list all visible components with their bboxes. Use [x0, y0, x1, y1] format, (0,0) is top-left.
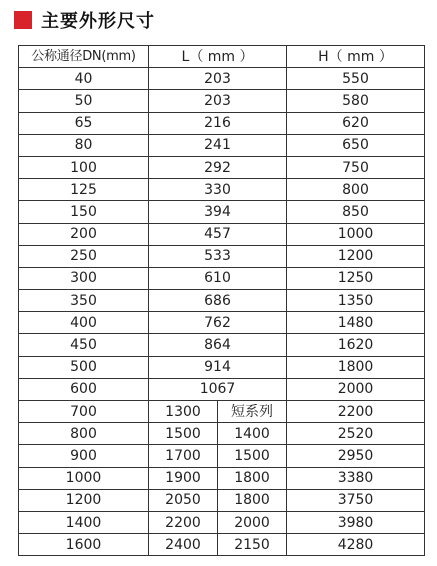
table-row	[19, 290, 425, 312]
l-long-cell: 1700	[149, 445, 218, 467]
section-header	[14, 7, 155, 33]
l-cell: 203	[149, 68, 287, 90]
dn-cell: 450	[19, 334, 149, 356]
header-l: L（ mm ）	[149, 46, 287, 68]
h-cell: 800	[287, 179, 425, 201]
l-cell: 457	[149, 223, 287, 245]
l-cell: 292	[149, 156, 287, 178]
table-row	[19, 356, 425, 378]
dn-cell: 125	[19, 179, 149, 201]
l-long-cell: 1500	[149, 423, 218, 445]
h-cell: 1200	[287, 245, 425, 267]
dn-cell: 50	[19, 90, 149, 112]
h-cell: 2520	[287, 423, 425, 445]
l-short-cell: 2000	[218, 511, 287, 533]
dn-cell: 400	[19, 312, 149, 334]
dn-cell: 40	[19, 68, 149, 90]
dn-cell: 1200	[19, 489, 149, 511]
h-cell: 2200	[287, 401, 425, 423]
l-cell: 330	[149, 179, 287, 201]
dn-cell: 100	[19, 156, 149, 178]
l-short-cell: 1800	[218, 467, 287, 489]
l-short-cell: 2150	[218, 534, 287, 556]
h-cell: 850	[287, 201, 425, 223]
table-row	[19, 489, 425, 511]
table-row	[19, 534, 425, 556]
h-cell: 620	[287, 112, 425, 134]
dn-cell: 350	[19, 290, 149, 312]
h-cell: 750	[287, 156, 425, 178]
table-row	[19, 223, 425, 245]
h-cell: 1800	[287, 356, 425, 378]
dn-cell: 600	[19, 378, 149, 400]
dn-cell: 300	[19, 267, 149, 289]
l-cell: 533	[149, 245, 287, 267]
table-row	[19, 90, 425, 112]
red-square-icon	[14, 11, 32, 29]
h-cell: 580	[287, 90, 425, 112]
l-long-cell: 1900	[149, 467, 218, 489]
table-row	[19, 511, 425, 533]
l-cell: 864	[149, 334, 287, 356]
h-cell: 1350	[287, 290, 425, 312]
table-row	[19, 68, 425, 90]
table-row	[19, 423, 425, 445]
dn-cell: 1000	[19, 467, 149, 489]
h-cell: 3750	[287, 489, 425, 511]
table-row	[19, 112, 425, 134]
dn-cell: 250	[19, 245, 149, 267]
dn-cell: 80	[19, 134, 149, 156]
h-cell: 1620	[287, 334, 425, 356]
table-row	[19, 334, 425, 356]
l-long-cell: 2400	[149, 534, 218, 556]
l-short-cell: 短系列	[218, 401, 287, 423]
h-cell: 2950	[287, 445, 425, 467]
l-cell: 203	[149, 90, 287, 112]
h-cell: 2000	[287, 378, 425, 400]
dn-cell: 500	[19, 356, 149, 378]
h-cell: 3980	[287, 511, 425, 533]
dn-cell: 200	[19, 223, 149, 245]
table-row	[19, 312, 425, 334]
table-row	[19, 467, 425, 489]
l-cell: 241	[149, 134, 287, 156]
dn-cell: 1600	[19, 534, 149, 556]
table-row	[19, 156, 425, 178]
table-row	[19, 134, 425, 156]
l-cell: 394	[149, 201, 287, 223]
l-short-cell: 1500	[218, 445, 287, 467]
l-cell: 762	[149, 312, 287, 334]
header-dn: 公称通径DN(mm)	[19, 46, 149, 68]
h-cell: 550	[287, 68, 425, 90]
dn-cell: 900	[19, 445, 149, 467]
dn-cell: 150	[19, 201, 149, 223]
l-cell: 610	[149, 267, 287, 289]
l-cell: 1067	[149, 378, 287, 400]
table-row	[19, 267, 425, 289]
l-long-cell: 1300	[149, 401, 218, 423]
l-short-cell: 1800	[218, 489, 287, 511]
l-cell: 686	[149, 290, 287, 312]
table-row	[19, 401, 425, 423]
l-short-cell: 1400	[218, 423, 287, 445]
table-header-row	[19, 46, 425, 68]
dn-cell: 65	[19, 112, 149, 134]
h-cell: 650	[287, 134, 425, 156]
h-cell: 1250	[287, 267, 425, 289]
l-long-cell: 2050	[149, 489, 218, 511]
table-row	[19, 445, 425, 467]
h-cell: 1480	[287, 312, 425, 334]
l-cell: 216	[149, 112, 287, 134]
dn-cell: 700	[19, 401, 149, 423]
table-row	[19, 378, 425, 400]
table-row	[19, 179, 425, 201]
table-row	[19, 201, 425, 223]
l-cell: 914	[149, 356, 287, 378]
header-h: H（ mm ）	[287, 46, 425, 68]
section-title: 主要外形尺寸	[41, 11, 155, 32]
l-long-cell: 2200	[149, 511, 218, 533]
dn-cell: 800	[19, 423, 149, 445]
h-cell: 4280	[287, 534, 425, 556]
h-cell: 3380	[287, 467, 425, 489]
dimensions-table	[18, 45, 425, 556]
table-row	[19, 245, 425, 267]
dn-cell: 1400	[19, 511, 149, 533]
h-cell: 1000	[287, 223, 425, 245]
